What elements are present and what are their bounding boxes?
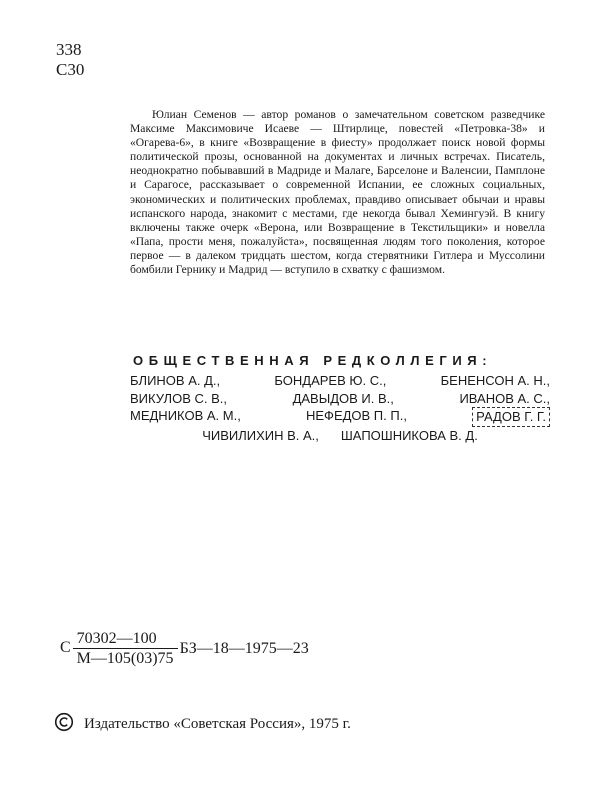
board-member: БОНДАРЕВ Ю. С., (274, 373, 387, 388)
board-names-line-4 (130, 427, 550, 445)
editorial-board-list (130, 372, 550, 444)
board-member: ШАПОШНИКОВА В. Д. (340, 427, 478, 443)
board-member: ВИКУЛОВ С. В., (130, 390, 227, 406)
copyright-text: Издательство «Советская Россия», 1975 г. (84, 716, 351, 732)
udc-classification (56, 40, 84, 80)
board-member: ИВАНОВ А. С., (459, 390, 550, 406)
index-prefix: С (60, 639, 71, 656)
editorial-board-heading: ОБЩЕСТВЕННАЯ РЕДКОЛЛЕГИЯ: (133, 353, 493, 368)
board-names-line-2 (130, 390, 550, 408)
board-member: ДАВЫДОВ И. В., (292, 390, 394, 406)
publication-index (60, 626, 309, 670)
index-fraction (73, 629, 178, 668)
copyright-line (54, 712, 351, 737)
index-suffix: БЗ—18—1975—23 (179, 640, 309, 657)
bbk-code: С30 (56, 60, 85, 79)
board-member: БЛИНОВ А. Д., (130, 373, 221, 388)
udc-code: 338 (56, 40, 82, 59)
board-member: БЕНЕНСОН А. Н., (440, 373, 550, 388)
board-member: ЧИВИЛИХИН В. А., (202, 427, 319, 443)
book-annotation: Юлиан Семенов — автор романов о замечательном советском разведчике Максиме Максимовиче Исаеве — Штирлице, повестей «Петровка-38» и «Огарева-6», в книге «Возвращение в фиесту» продолжает поиск новой формы политической прозы, основанной на документах и личных встречах. Писатель, неоднократно побывавший в Мадриде и Малаге, Барселоне и Валенсии, Памплоне и Сарагосе, рассказывает о современной Испании, ее сложных социальных, экономических и политических проблемах, правдиво описывает обычаи и нравы испанского народа, знакомит с местами, где некогда бывал Хемингуэй. В книгу включены также очерк «Верона, или Возвращение в Текстильщики» и новелла «Папа, прости меня, пожалуйста», посвященная людям того поколения, которое первое — в далеком тридцать шестом, когда стервятники Гитлера и Муссолини бомбили Гернику и Мадрид — вступило в схватку с фашизмом. (130, 108, 545, 277)
board-member-framed: РАДОВ Г. Г. (472, 407, 550, 427)
board-names-line-1 (130, 372, 550, 390)
index-numerator: 70302—100 (76, 629, 157, 647)
board-names-line-3 (130, 407, 550, 427)
index-denominator: М—105(03)75 (73, 648, 178, 668)
board-member: НЕФЕДОВ П. П., (306, 408, 407, 424)
board-member: МЕДНИКОВ А. М., (130, 408, 241, 424)
copyright-icon (54, 712, 74, 737)
